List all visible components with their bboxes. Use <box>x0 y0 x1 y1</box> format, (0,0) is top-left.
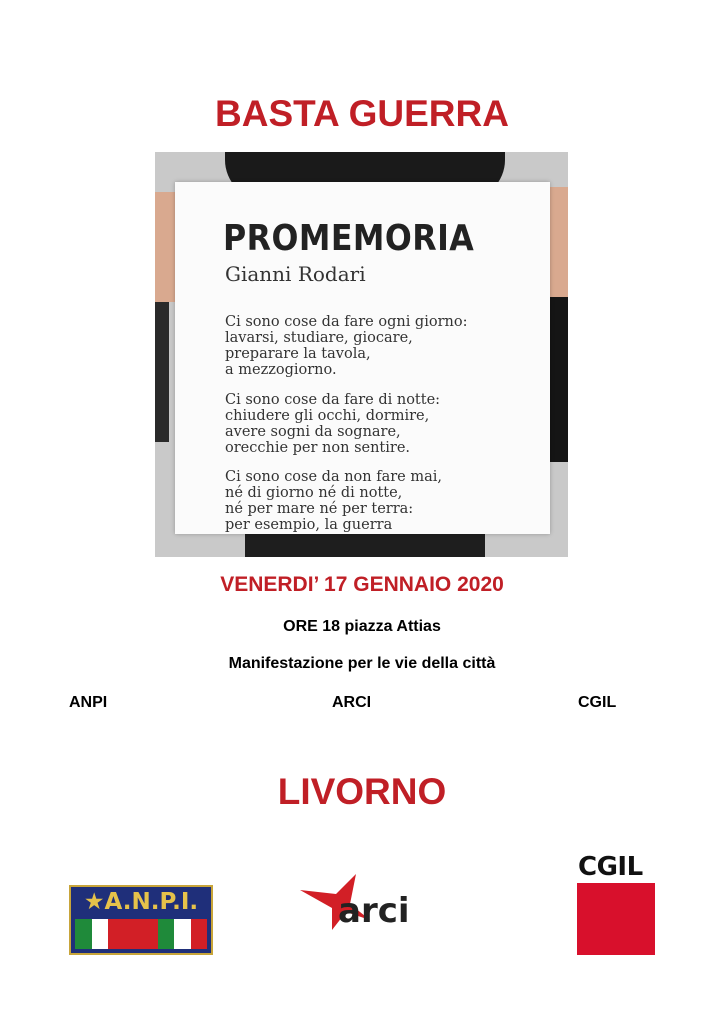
poem-stanza <box>225 469 442 533</box>
poem-stanza <box>225 392 440 456</box>
cgil-logo-block <box>577 883 655 955</box>
org-cgil: CGIL <box>578 694 617 711</box>
poem-sheet <box>175 182 550 534</box>
poem-stanza <box>225 314 467 378</box>
poem-line: chiudere gli occhi, dormire, <box>225 408 430 424</box>
anpi-logo-text: ★A.N.P.I. <box>83 889 199 915</box>
poem-line: avere sogni da sognare, <box>225 424 401 440</box>
poem-line: Ci sono cose da non fare mai, <box>225 469 442 485</box>
cgil-logo-text: CGIL <box>578 852 643 882</box>
poem-author: Gianni Rodari <box>225 262 366 286</box>
event-description: Manifestazione per le vie della città <box>228 655 496 672</box>
poem-title: PROMEMORIA <box>223 218 475 259</box>
event-city: LIVORNO <box>277 771 447 812</box>
poem-line: a mezzogiorno. <box>225 362 337 378</box>
poem-photo <box>155 152 568 557</box>
org-arci: ARCI <box>332 694 372 711</box>
poem-line: Ci sono cose da fare ogni giorno: <box>225 314 468 330</box>
poem-line: né per mare né per terra: <box>225 501 414 517</box>
poem-line: Ci sono cose da fare di notte: <box>225 392 441 408</box>
org-anpi: ANPI <box>69 694 108 711</box>
poem-line: per esempio, la guerra <box>225 517 393 533</box>
poster-title: BASTA GUERRA <box>215 93 509 134</box>
poem-line: preparare la tavola, <box>225 346 371 362</box>
left-sleeve <box>155 302 169 442</box>
anpi-logo <box>69 885 213 955</box>
event-time-place: ORE 18 piazza Attias <box>283 618 441 635</box>
event-date: VENERDI’ 17 GENNAIO 2020 <box>220 573 504 596</box>
poem-line: lavarsi, studiare, giocare, <box>225 330 413 346</box>
poem-line: orecchie per non sentire. <box>225 440 411 456</box>
anpi-flags <box>75 919 207 949</box>
arci-logo-text: arci <box>338 891 410 931</box>
arci-logo <box>298 872 430 932</box>
poem-line: né di giorno né di notte, <box>225 485 403 501</box>
